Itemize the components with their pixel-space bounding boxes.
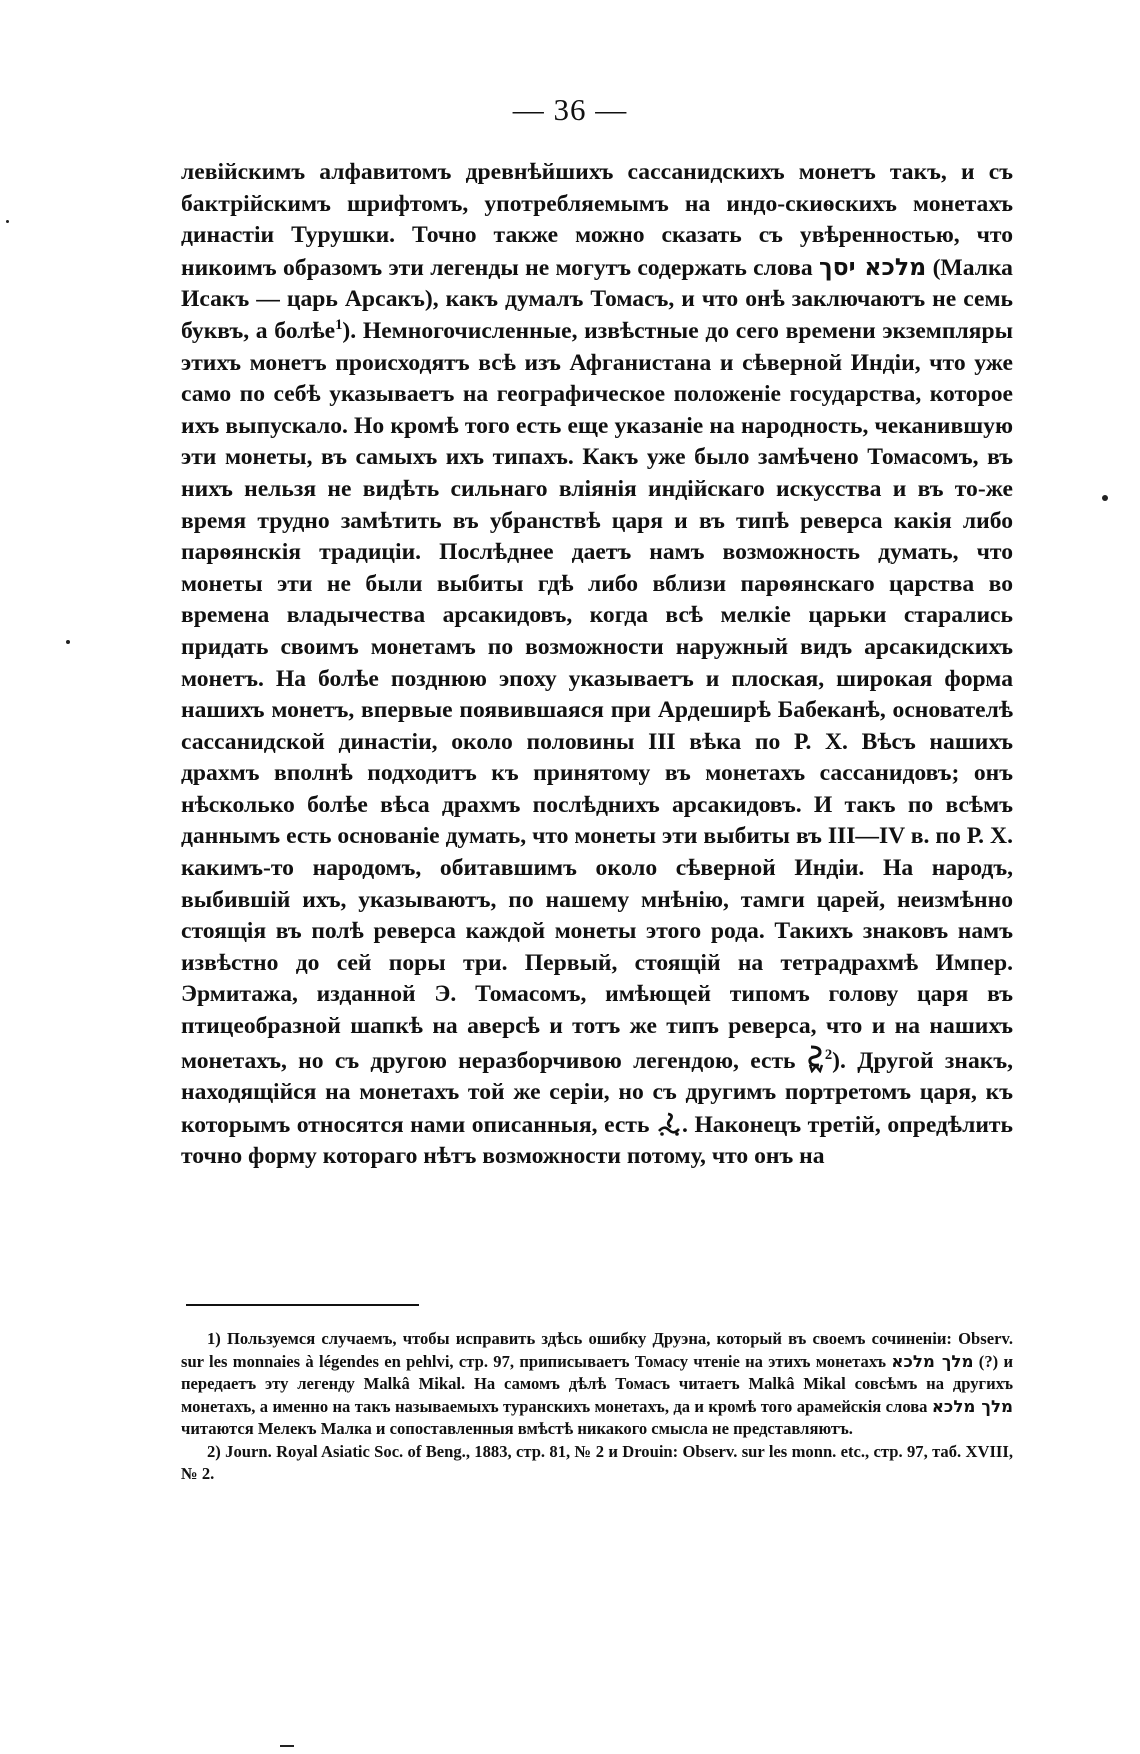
hebrew-inscription: מלכא יסך (819, 252, 927, 281)
tamga-1-icon (807, 1043, 825, 1077)
footnote-1-text-2: (?) и передаетъ эту легенду Malkâ Mikal. На самомъ дѣлѣ Томасъ читаетъ Malkâ Mikal совсѣмъ на другихъ монетахъ, а именно на такъ называемыхъ туранскихъ монетахъ, да и кромѣ того арамейскія слова (181, 1351, 1014, 1416)
footnote-ref-2[interactable]: 2 (824, 1046, 833, 1063)
footnote-ref-1[interactable]: 1 (335, 317, 343, 334)
body-text-3: ). Немногочисленные, извѣстные до сего времени экземпляры этихъ монетъ происходятъ всѣ изъ Афганистана и сѣверной Индіи, что уже само по себѣ указываетъ на географическое положеніе государства, которое ихъ выпускало. Но кромѣ того есть еще указаніе на народность, чеканившую эти монеты, въ самыхъ ихъ типахъ. Какъ уже было замѣчено Томасомъ, въ нихъ нельзя не видѣть сильнаго вліянія индійскаго искусства и въ то-же время трудно замѣтить въ убранствѣ царя и въ типѣ реверса какія либо парѳянскія традиціи. Послѣднее даетъ намъ возможность думать, что монеты эти не были выбиты гдѣ либо вблизи парѳянскаго царства во времена владычества арсакидовъ, когда всѣ мелкіе царьки старались придать своимъ монетамъ по возможности наружный видъ арсакидскихъ монетъ. На болѣе позднюю эпоху указываетъ и плоская, широкая форма нашихъ монетъ, впервые появившаяся при Ардеширѣ Бабеканѣ, основателѣ сассанидской династіи, около половины III вѣка по Р. Х. Вѣсъ нашихъ драхмъ вполнѣ подходитъ къ принятому въ монетахъ сассанидовъ; онъ нѣсколько болѣе вѣса драхмъ послѣднихъ арсакидовъ. И такъ по всѣмъ даннымъ есть основаніе думать, что монеты эти выбиты въ III—IV в. по Р. Х. какимъ-то народомъ, обитавшимъ около сѣверной Индіи. На народъ, выбившій ихъ, указываютъ, по нашему мнѣнію, тамги царей, неизмѣнно стоящія въ полѣ реверса каждой монеты этого рода. Такихъ знаковъ намъ извѣстно до сей поры три. Первый, стоящій на тетрадрахмѣ Импер. Эрмитажа, изданной Э. Томасомъ, имѣющей типомъ голову царя въ птицеобразной шапкѣ на аверсѣ и тотъ же типъ реверса, что и на нашихъ монетахъ, но съ другою неразборчивою легендою, есть (181, 317, 1013, 1074)
body-text-5: . Наконецъ третій, опредѣлить точно форму котораго нѣтъ возможности потому, что онъ на (181, 1111, 1013, 1170)
footnote-1-hebrew-1: מלך מלכא (891, 1351, 974, 1371)
footnote-1 (181, 1328, 1013, 1441)
tamga-2-icon (656, 1109, 682, 1141)
body-text-2: (Малка Исакъ — царь Арсакъ), какъ думалъ Томасъ, и что онѣ заключаютъ не семь буквъ, а болѣе (181, 254, 1013, 344)
footnote-divider (186, 1304, 419, 1306)
scan-speck (66, 640, 70, 644)
body-text-1: левійскимъ алфавитомъ древнѣйшихъ сассанидскихъ монетъ такъ, и съ бактрійскимъ шрифтомъ, употребляемымъ на индо-скиѳскихъ монетахъ династіи Турушки. Точно также можно сказать съ увѣренностью, что никоимъ образомъ эти легенды не могутъ содержать слова (181, 159, 1013, 281)
footnote-1-text-1: 1) Пользуемся случаемъ, чтобы исправить здѣсь ошибку Друэна, который въ своемъ сочиненіи: Observ. sur les monnaies à légendes en pehlvi, стр. 97, приписываетъ Томасу чтеніе на этихъ монетахъ (181, 1329, 1013, 1371)
scan-speck (280, 1745, 294, 1747)
footnotes (181, 1328, 1013, 1486)
scan-speck (6, 220, 9, 223)
footnote-2: 2) Journ. Royal Asiatic Soc. of Beng., 1883, стр. 81, № 2 и Drouin: Observ. sur les monn. etc., стр. 97, таб. XVIII, № 2. (181, 1441, 1013, 1483)
body-text-4: ). Другой знакъ, находящійся на монетахъ той же серіи, но съ другимъ портретомъ царя, къ которымъ относятся нами описанныя, есть (181, 1047, 1013, 1138)
footnote-1-hebrew-2: מלך מלכא (931, 1396, 1013, 1416)
footnote-1-text-3: читаются Мелекъ Малка и сопоставленныя вмѣстѣ никакого смысла не представляютъ. (181, 1419, 853, 1438)
main-paragraph (181, 157, 1013, 1173)
scan-speck (1102, 495, 1108, 501)
page-number: — 36 — (512, 92, 628, 127)
